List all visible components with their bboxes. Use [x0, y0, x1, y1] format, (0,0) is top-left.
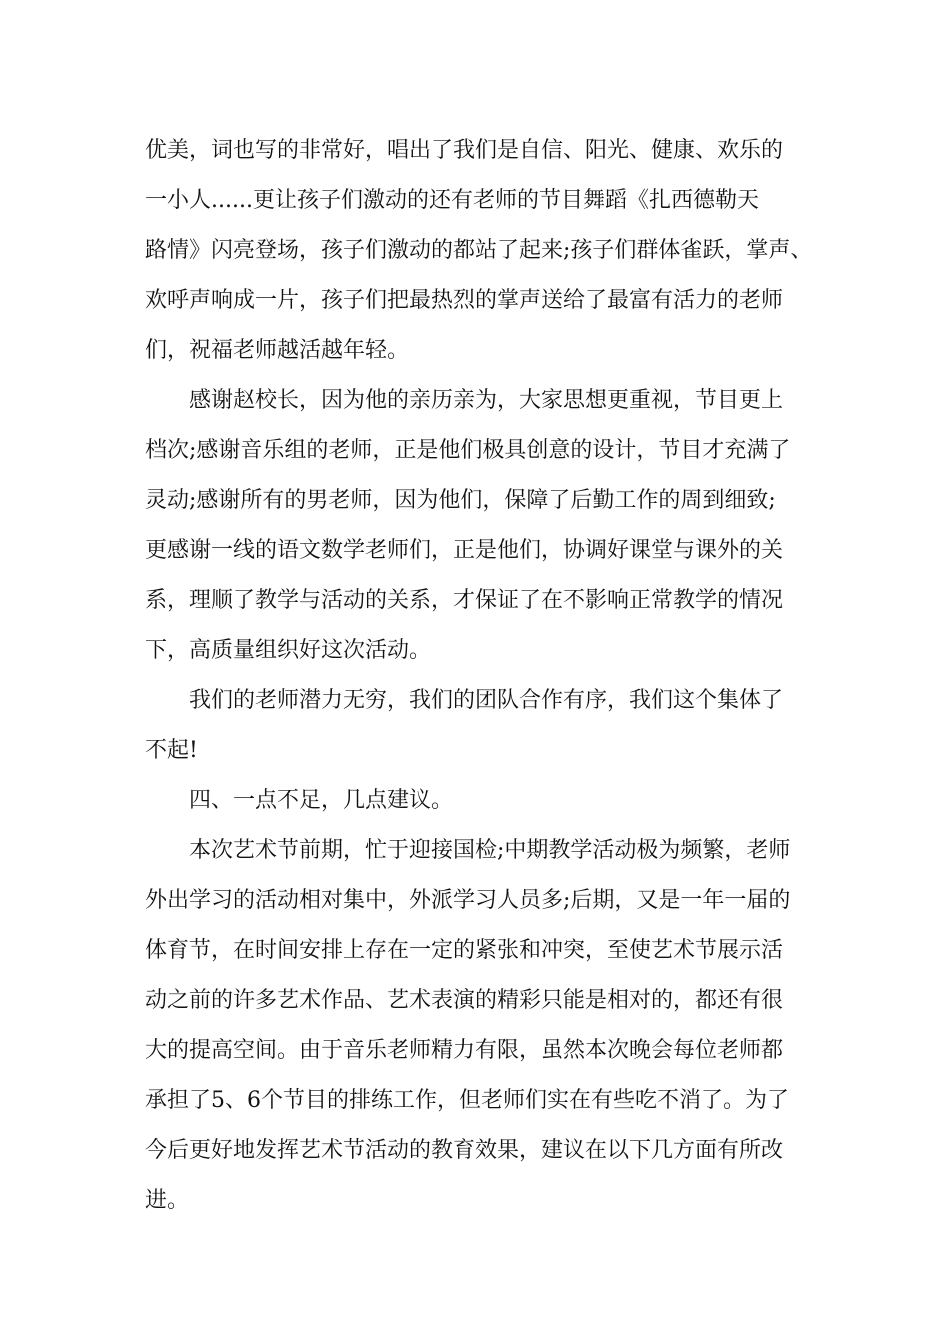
paragraph-5-line-2: 外出学习的活动相对集中，外派学习人员多;后期，又是一年一届的: [145, 888, 791, 913]
paragraph-1-line-5: 们，祝福老师越活越年轻。: [145, 338, 410, 363]
paragraph-3-line-2: 不起!: [145, 738, 198, 763]
paragraph-5-line-4: 动之前的许多艺术作品、艺术表演的精彩只能是相对的，都还有很: [145, 988, 784, 1013]
paragraph-2-line-2: 档次;感谢音乐组的老师，正是他们极具创意的设计，节目才充满了: [145, 438, 791, 463]
paragraph-5-line-3: 体育节，在时间安排上存在一定的紧张和冲突，至使艺术节展示活: [145, 938, 784, 963]
paragraph-5-line-1: 本次艺术节前期，忙于迎接国检;中期教学活动极为频繁，老师: [189, 838, 791, 863]
paragraph-5-line-5: 大的提高空间。由于音乐老师精力有限，虽然本次晚会每位老师都: [145, 1038, 784, 1063]
paragraph-2-line-3: 灵动;感谢所有的男老师，因为他们，保障了后勤工作的周到细致;: [145, 488, 776, 513]
paragraph-2-line-6: 下，高质量组织好这次活动。: [145, 638, 432, 663]
paragraph-2-line-1: 感谢赵校长，因为他的亲历亲为，大家思想更重视，节目更上: [189, 388, 784, 413]
paragraph-2-line-4: 更感谢一线的语文数学老师们，正是他们，协调好课堂与课外的关: [145, 538, 784, 563]
paragraph-5-line-6: 承担了5、6个节目的排练工作，但老师们实在有些吃不消了。为了: [145, 1088, 789, 1113]
paragraph-1-line-1: 优美，词也写的非常好，唱出了我们是自信、阳光、健康、欢乐的: [145, 138, 784, 163]
paragraph-2-line-5: 系，理顺了教学与活动的关系，才保证了在不影响正常教学的情况: [145, 588, 784, 613]
section-heading: 四、一点不足，几点建议。: [189, 788, 454, 813]
paragraph-5-line-8: 进。: [145, 1188, 190, 1213]
paragraph-3-line-1: 我们的老师潜力无穷，我们的团队合作有序，我们这个集体了: [189, 688, 784, 713]
paragraph-1-line-3: 路情》闪亮登场，孩子们激动的都站了起来;孩子们群体雀跃，掌声、: [145, 238, 813, 263]
paragraph-1-line-2: 一小人......更让孩子们激动的还有老师的节目舞蹈《扎西德勒天: [145, 188, 759, 213]
paragraph-5-line-7: 今后更好地发挥艺术节活动的教育效果，建议在以下几方面有所改: [145, 1138, 784, 1163]
paragraph-1-line-4: 欢呼声响成一片，孩子们把最热烈的掌声送给了最富有活力的老师: [145, 288, 784, 313]
